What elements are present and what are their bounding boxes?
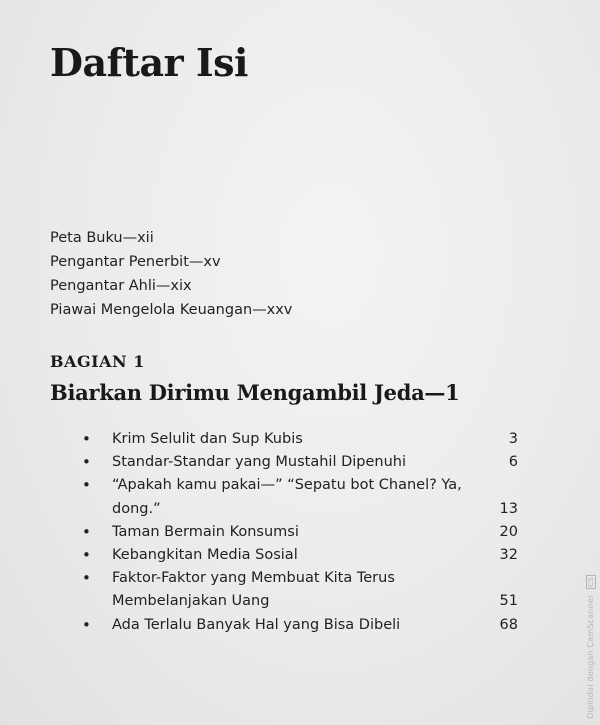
chapter-entry — [82, 544, 518, 567]
part-title: Biarkan Dirimu Mengambil Jeda—1 — [50, 380, 460, 405]
chapter-page-number: 13 — [499, 500, 518, 517]
front-matter-item: Pengantar Ahli—xix — [50, 278, 192, 294]
chapter-page-number: 20 — [499, 523, 518, 540]
chapter-entry — [82, 521, 518, 544]
bullet-icon: • — [82, 522, 91, 541]
chapter-title: Ada Terlalu Banyak Hal yang Bisa Dibeli — [112, 616, 401, 633]
chapter-entry — [82, 428, 518, 451]
bullet-icon: • — [82, 615, 91, 634]
chapter-page-number: 32 — [499, 547, 518, 564]
chapter-title: “Apakah kamu pakai—” “Sepatu bot Chanel? Ya, dong.” — [112, 477, 462, 517]
part-label: BAGIAN 1 — [50, 352, 145, 371]
chapter-page-number: 51 — [499, 593, 518, 610]
bullet-icon: • — [82, 546, 91, 565]
scanner-watermark — [586, 575, 596, 719]
page-title: Daftar Isi — [50, 40, 248, 85]
chapter-entry — [82, 614, 518, 637]
bullet-icon: • — [82, 569, 91, 588]
chapter-page-number: 6 — [508, 454, 518, 471]
chapter-title: Faktor-Faktor yang Membuat Kita Terus Membelanjakan Uang — [112, 570, 395, 610]
chapter-entry — [82, 474, 518, 520]
front-matter-item: Pengantar Penerbit—xv — [50, 254, 221, 270]
chapter-entry — [82, 567, 518, 613]
chapter-list — [82, 428, 518, 637]
chapter-entry — [82, 451, 518, 474]
bullet-icon: • — [82, 476, 91, 495]
scanner-watermark-text: Dipindai dengan CamScanner — [586, 594, 595, 719]
bullet-icon: • — [82, 430, 91, 448]
chapter-title: Krim Selulit dan Sup Kubis — [112, 431, 303, 447]
bullet-icon: • — [82, 453, 91, 472]
chapter-title: Kebangkitan Media Sosial — [112, 547, 298, 564]
front-matter-list — [50, 226, 292, 322]
camscanner-icon: CS — [587, 577, 595, 587]
chapter-page-number: 3 — [508, 431, 518, 447]
chapter-title: Taman Bermain Konsumsi — [112, 523, 299, 540]
chapter-title: Standar-Standar yang Mustahil Dipenuhi — [112, 454, 407, 471]
chapter-page-number: 68 — [499, 616, 518, 633]
front-matter-item: Piawai Mengelola Keuangan—xxv — [50, 302, 293, 318]
front-matter-item: Peta Buku—xii — [50, 230, 154, 246]
